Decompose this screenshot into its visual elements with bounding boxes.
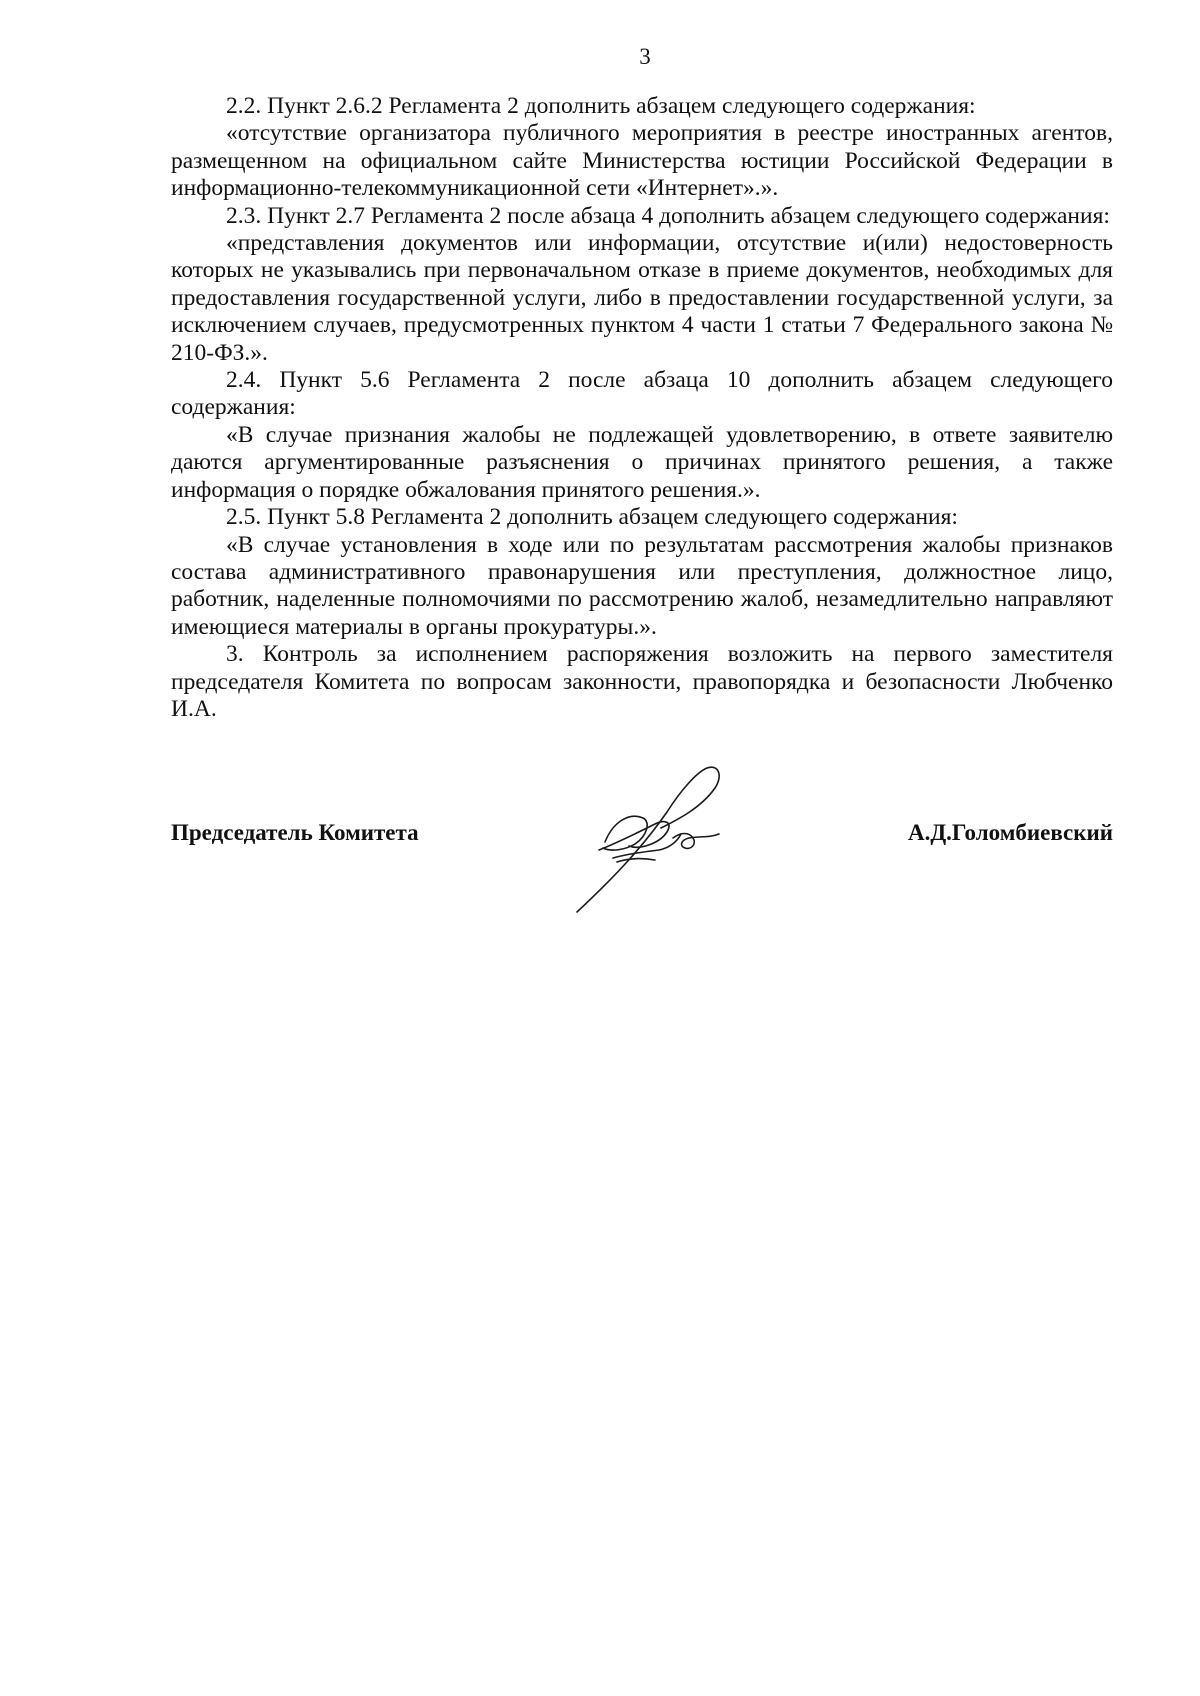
page-number: 3 — [639, 44, 651, 69]
signatory-name: А.Д.Голомбиевский — [907, 820, 1113, 845]
paragraph-2-2: 2.2. Пункт 2.6.2 Регламента 2 дополнить абзацем следующего содержания: — [226, 93, 976, 119]
document-body — [171, 93, 1113, 723]
paragraph-2-5-text: «В случае установления в ходе или по результатам рассмотрения жалобы признаков состава административного правонарушения или преступления, должностное лицо, работник, наделенные полномочиями по рассмотрению жалоб, незамедлительно направляют имеющиеся материалы в органы прокуратуры.». — [171, 531, 1113, 640]
paragraph-2-2-text: «отсутствие организатора публичного мероприятия в реестре иностранных агентов, размещенном на официальном сайте Министерства юстиции Российской Федерации в информационно-телекоммуникационной сети «Интернет».». — [171, 120, 1113, 202]
handwritten-signature — [569, 762, 739, 922]
paragraph-3: 3. Контроль за исполнением распоряжения возложить на первого заместителя председателя Комитета по вопросам законности, правопорядка и безопасности Любченко И.А. — [171, 641, 1113, 722]
paragraph-2-4-text: «В случае признания жалобы не подлежащей удовлетворению, в ответе заявителю даются аргументированные разъяснения о причинах принятого решения, а также информация о порядке обжалования принятого решения.». — [171, 421, 1113, 503]
paragraph-2-3: 2.3. Пункт 2.7 Регламента 2 после абзаца 4 дополнить абзацем следующего содержания: — [226, 202, 1110, 229]
paragraph-2-5: 2.5. Пункт 5.8 Регламента 2 дополнить абзацем следующего содержания: — [226, 504, 958, 531]
signatory-title: Председатель Комитета — [171, 820, 419, 845]
paragraph-2-3-text: «представления документов или информации, отсутствие и(или) недостоверность которых не указывались при первоначальном отказе в приеме документов, необходимых для предоставления государственной услуги, либо в предоставлении государственной услуги, за исключением случаев, предусмотренных пунктом 4 части 1 статьи 7 Федерального закона № 210-ФЗ.». — [171, 230, 1113, 366]
signature-block — [171, 762, 1113, 902]
paragraph-2-4: 2.4. Пункт 5.6 Регламента 2 после абзаца 10 дополнить абзацем следующего содержания: — [171, 367, 1113, 421]
